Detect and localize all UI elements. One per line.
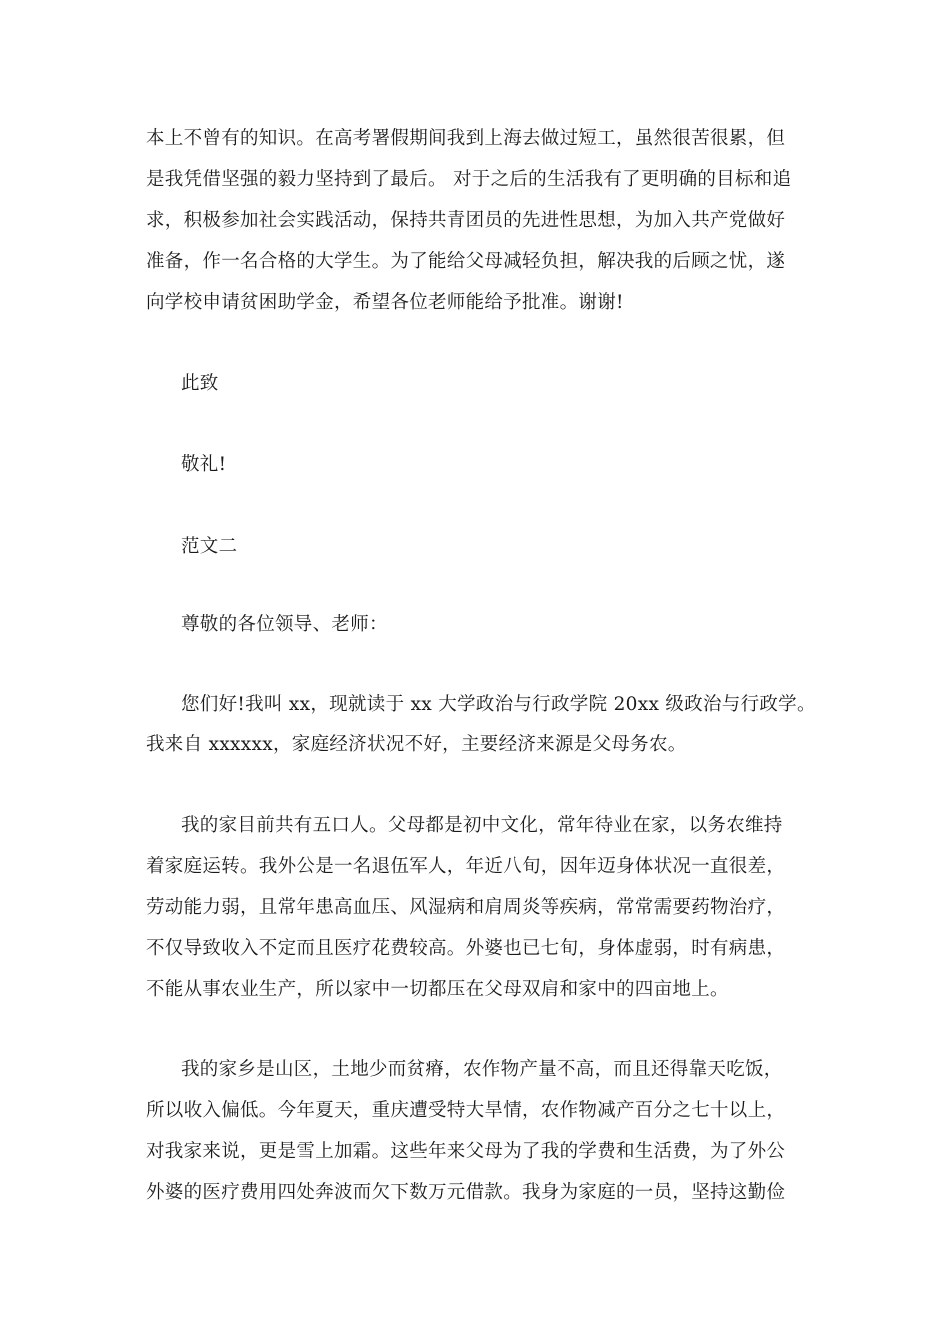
paragraph-line: 不仅导致收入不定而且医疗花费较高。外婆也已七旬，身体虚弱，时有病患， xyxy=(146,938,786,959)
section-title: 范文二 xyxy=(181,536,238,557)
paragraph-line: 我来自 xxxxxx，家庭经济状况不好，主要经济来源是父母务农。 xyxy=(146,734,687,755)
paragraph-line: 本上不曾有的知识。在高考署假期间我到上海去做过短工，虽然很苦很累，但 xyxy=(146,128,786,149)
paragraph-line: 您们好!我叫 xx，现就读于 xx 大学政治与行政学院 20xx 级政治与行政学。 xyxy=(181,694,816,715)
paragraph-line: 我的家目前共有五口人。父母都是初中文化，常年待业在家，以务农维持 xyxy=(181,815,783,836)
paragraph-line: 求，积极参加社会实践活动，保持共青团员的先进性思想，为加入共产党做好 xyxy=(146,210,786,231)
paragraph-line: 对我家来说，更是雪上加霜。这些年来父母为了我的学费和生活费，为了外公 xyxy=(146,1141,786,1162)
paragraph-line: 着家庭运转。我外公是一名退伍军人，年近八旬，因年迈身体状况一直很差， xyxy=(146,856,786,877)
paragraph-line: 外婆的医疗费用四处奔波而欠下数万元借款。我身为家庭的一员，坚持这勤俭 xyxy=(146,1182,786,1203)
paragraph-line: 准备，作一名合格的大学生。为了能给父母减轻负担，解决我的后顾之忧，遂 xyxy=(146,251,786,272)
paragraph-line: 向学校申请贫困助学金，希望各位老师能给予批准。谢谢! xyxy=(146,292,624,313)
paragraph-line: 不能从事农业生产，所以家中一切都压在父母双肩和家中的四亩地上。 xyxy=(146,979,729,1000)
closing-salute: 敬礼! xyxy=(181,454,227,475)
closing-text: 此致 xyxy=(181,373,219,394)
paragraph-line: 我的家乡是山区，土地少而贫瘠，农作物产量不高，而且还得靠天吃饭， xyxy=(181,1059,783,1080)
paragraph-line: 劳动能力弱，且常年患高血压、风湿病和肩周炎等疾病，常常需要药物治疗， xyxy=(146,897,786,918)
paragraph-line: 是我凭借坚强的毅力坚持到了最后。 对于之后的生活我有了更明确的目标和追 xyxy=(146,169,792,190)
paragraph-line: 所以收入偏低。今年夏天，重庆遭受特大旱情，农作物减产百分之七十以上， xyxy=(146,1100,786,1121)
salutation: 尊敬的各位领导、老师： xyxy=(181,614,388,635)
